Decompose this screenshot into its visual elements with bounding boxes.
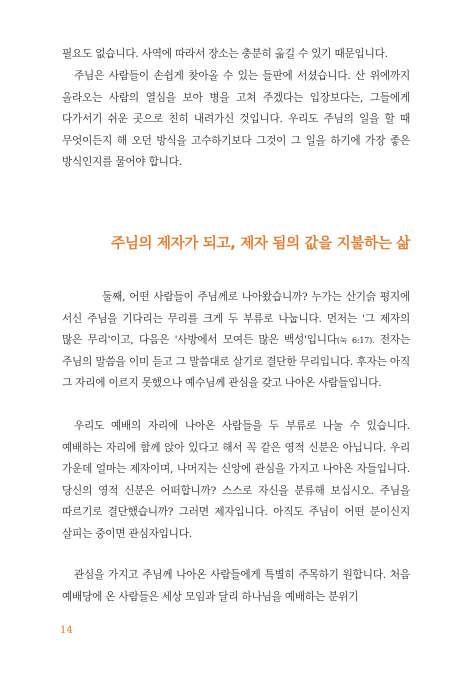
section-heading: 주님의 제자가 되고, 제자 됨의 값을 지불하는 삶 bbox=[111, 236, 410, 252]
paragraph-two-groups-text-a: 둘째, 어떤 사람들이 주님께로 나아왔습니까? 누가는 산기슭 평지에 서신 주님을 기다리는 무리를 크게 두 부류로 나눕니다. 먼저는 '그 제자의 많은 무리'이고, 다음은 '사방에서 모여든 많은 백성'입니다 bbox=[62, 291, 410, 346]
paragraph-seekers: 관심을 가지고 주님께 나아온 사람들에게 특별히 주목하기 원합니다. 처음 예배당에 온 사람들은 세상 모임과 달리 하나님을 예배하는 분위기 bbox=[62, 569, 410, 603]
paragraph-two-groups bbox=[62, 287, 410, 395]
paragraph-two-groups-text-b: 전자는 주님의 말씀을 이미 듣고 그 말씀대로 살기로 결단한 무리입니다. 후자는 아직 그 자리에 이르지 못했으나 예수님께 관심을 갖고 나아온 사람들입니다. bbox=[62, 334, 410, 389]
page-number: 14 bbox=[60, 625, 73, 636]
paragraph-worship-groups: 우리도 예배의 자리에 나아온 사람들을 두 부류로 나눌 수 있습니다. 예배하는 자리에 함께 앉아 있다고 해서 꼭 같은 영적 신분은 아닙니다. 우리 가운데 얼마는 제자이며, 나머지는 신앙에 관심을 가지고 나아온 자들입니다. 당신의 영적 신분은 어떠합니까? 스스로 자신을 분류해 보십시오. 주님을 따르기로 결단했습니까? 그러면 제자입니다. 아직도 주님이 어떤 분이신지 살피는 중이면 관심자입니다. bbox=[62, 420, 410, 540]
paragraph-field-ministry: 주님은 사람들이 손쉽게 찾아올 수 있는 들판에 서셨습니다. 산 위에까지 올라오는 사람의 열심을 보아 병을 고쳐 주겠다는 입장보다는, 그들에게 다가서기 쉬운 곳으로 친히 내려가신 것입니다. 우리도 주님의 일을 할 때 무엇이든지 해 오던 방식을 고수하기보다 그것이 그 일을 하기에 가장 좋은 방식인지를 물어야 합니다. bbox=[62, 70, 410, 168]
scripture-reference: (눅 6:17). bbox=[336, 336, 375, 345]
paragraph-continuation: 필요도 없습니다. 사역에 따라서 장소는 충분히 옮길 수 있기 때문입니다. bbox=[62, 48, 388, 60]
